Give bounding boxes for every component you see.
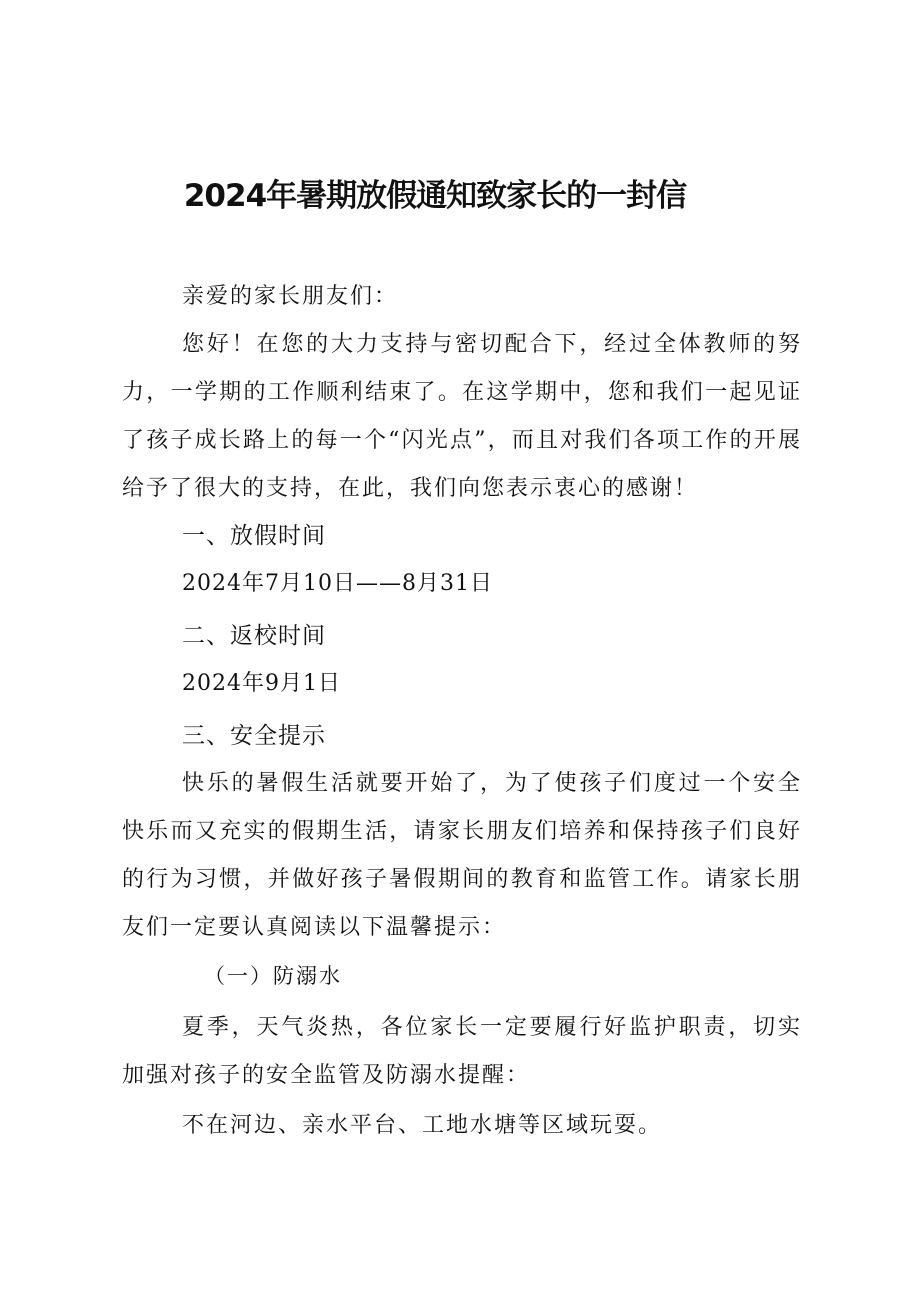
drowning-prevention-paragraph: 夏季，天气炎热，各位家长一定要履行好监护职责，切实加强对孩子的安全监管及防溺水提醒： (122, 1015, 802, 1088)
vacation-dates: 2024年7月10日——8月31日 (182, 571, 493, 596)
section-heading-vacation-time: 一、放假时间 (182, 523, 326, 549)
safety-intro-paragraph: 快乐的暑假生活就要开始了，为了使孩子们度过一个安全快乐而又充实的假期生活，请家长朋友们培养和保持孩子们良好的行为习惯，并做好孩子暑假期间的教育和监管工作。请家长朋友们一定要认真阅读以下温馨提示： (122, 771, 802, 940)
section-heading-return-time: 二、返校时间 (182, 623, 326, 649)
return-date: 2024年9月1日 (182, 671, 341, 696)
section-heading-safety-tips: 三、安全提示 (182, 723, 326, 749)
document-title: 2024年暑期放假通知致家长的一封信 (183, 178, 687, 214)
salutation: 亲爱的家长朋友们： (182, 284, 399, 309)
drowning-prevention-item: 不在河边、亲水平台、工地水塘等区域玩耍。 (182, 1113, 663, 1138)
intro-paragraph: 您好！在您的大力支持与密切配合下，经过全体教师的努力，一学期的工作顺利结束了。在这学期中，您和我们一起见证了孩子成长路上的每一个“闪光点”，而且对我们各项工作的开展给予了很大的支持，在此，我们向您表示衷心的感谢！ (122, 332, 802, 501)
subsection-heading-drowning-prevention: （一）防溺水 (204, 964, 342, 988)
